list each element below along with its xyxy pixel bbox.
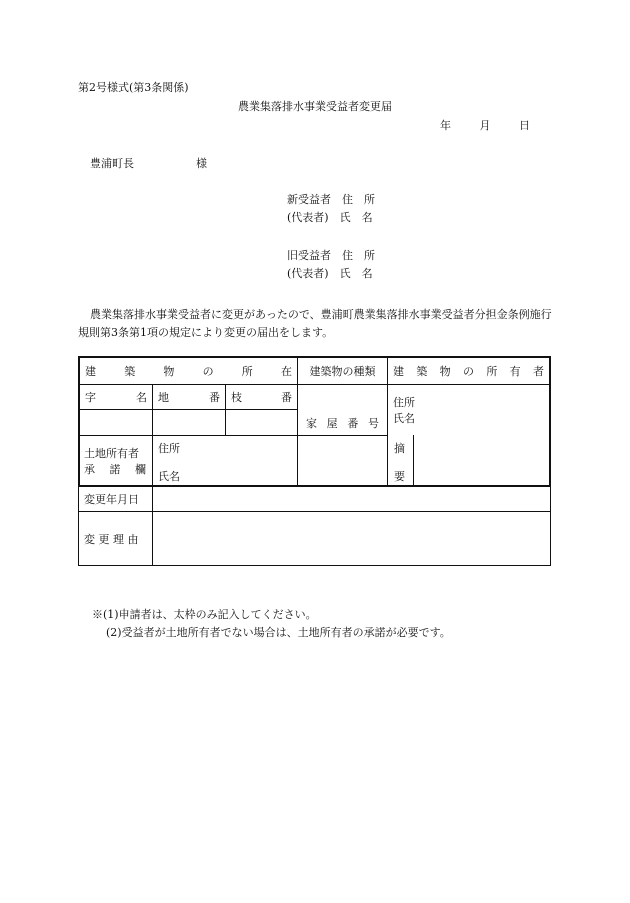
remarks-label-bottom: 要 bbox=[394, 470, 405, 483]
date-month: 月 bbox=[479, 119, 491, 132]
owner-address-label: 住所 bbox=[393, 396, 415, 409]
land-owner-address-label: 住所 bbox=[158, 442, 180, 455]
label-aza: 字 名 bbox=[85, 391, 147, 404]
remarks-label-top: 摘 bbox=[394, 442, 405, 455]
body-paragraph: 農業集落排水事業受益者に変更があったので、豊浦町農業集落排水事業受益者分担金条例施行規則第3条第1項の規定により変更の届出をします。 bbox=[78, 308, 552, 339]
old-beneficiary-name-label: (代表者) 氏 名 bbox=[287, 267, 373, 280]
form-title: 農業集落排水事業受益者変更届 bbox=[238, 100, 392, 113]
form-number: 第2号様式(第3条関係) bbox=[78, 81, 189, 94]
land-owner-consent-line1: 土地所有者 bbox=[84, 447, 139, 460]
new-beneficiary-name-label: (代表者) 氏 名 bbox=[287, 211, 373, 224]
note-2: (2)受益者が土地所有者でない場合は、土地所有者の承諾が必要です。 bbox=[106, 626, 451, 639]
label-change-reason: 変 更 理 由 bbox=[84, 532, 139, 546]
label-edaban: 枝 番 bbox=[231, 391, 292, 404]
header-building-location: 建 築 物 の 所 在 bbox=[85, 365, 292, 378]
old-beneficiary-address-label: 旧受益者 住 所 bbox=[287, 249, 375, 262]
land-owner-consent-line2: 承 諾 欄 bbox=[84, 463, 146, 476]
addressee: 豊浦町長 bbox=[90, 157, 134, 170]
header-building-type: 建築物の種類 bbox=[309, 365, 376, 378]
label-house-number: 家 屋 番 号 bbox=[306, 416, 379, 430]
new-beneficiary-address-label: 新受益者 住 所 bbox=[287, 193, 375, 206]
label-chiban: 地 番 bbox=[158, 391, 220, 404]
notes bbox=[92, 606, 451, 642]
application-table bbox=[78, 356, 551, 566]
honorific: 様 bbox=[196, 157, 207, 170]
date-day: 日 bbox=[519, 119, 530, 132]
note-1: ※(1)申請者は、太枠のみ記入してください。 bbox=[92, 608, 317, 621]
land-owner-name-label: 氏名 bbox=[158, 470, 180, 483]
label-change-date: 変更年月日 bbox=[84, 493, 139, 506]
date-year: 年 bbox=[440, 119, 451, 132]
header-building-owner: 建 築 物 の 所 有 者 bbox=[393, 365, 544, 378]
date-line bbox=[440, 120, 530, 131]
owner-name-label: 氏名 bbox=[393, 412, 415, 425]
